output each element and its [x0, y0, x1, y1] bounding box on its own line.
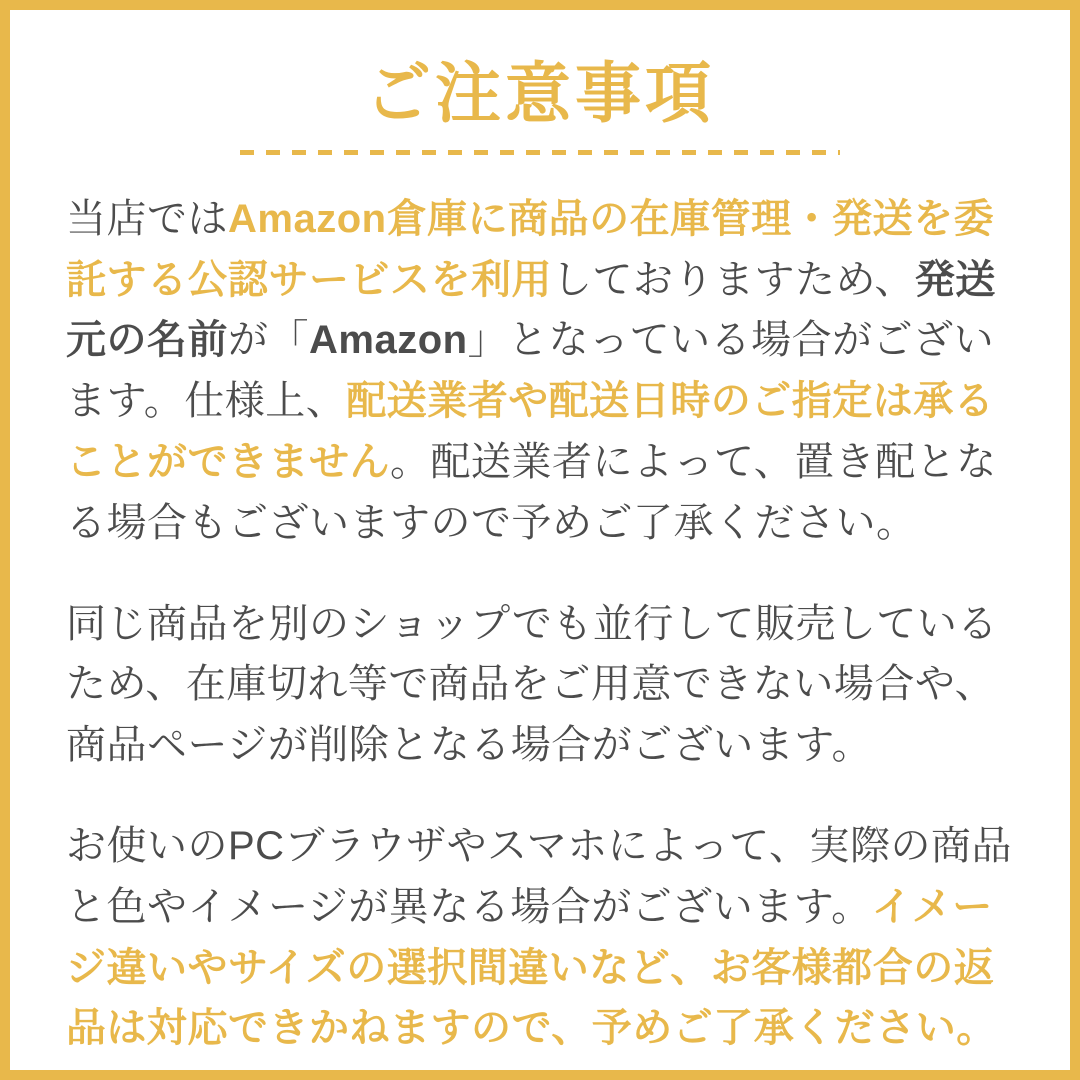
text-run: 」となっている場合がございます。仕様上、 [66, 318, 995, 424]
notice-body [60, 189, 1020, 1059]
text-run: Amazon [309, 318, 468, 363]
text-run: 同じ商品を別のショップでも並行して販売しているため、在庫切れ等で商品をご用意できない場合や、商品ページが削除となる場合がございます。 [66, 601, 998, 768]
text-run: 発送元の名前 [66, 257, 996, 363]
text-run: が「 [228, 318, 309, 363]
text-run: しておりますため、 [552, 257, 915, 302]
text-run: お使いのPCブラウザやスマホによって、実際の商品と色やイメージが異なる場合がございます。 [66, 824, 1012, 929]
text-run: 配送業者や配送日時のご指定は承ることができません [66, 379, 995, 485]
text-run: 。配送業者によって、置き配となる場合もございますので予めご了承ください。 [66, 440, 997, 545]
text-run: 当店では [66, 196, 228, 241]
text-run: Amazon倉庫に商品の在庫管理・発送を委託する公認サービスを利用 [66, 196, 995, 302]
title-divider [240, 150, 840, 155]
paragraph-shipping-notice [66, 189, 1014, 554]
paragraph-stock-notice [66, 594, 1014, 776]
paragraph-color-notice [66, 816, 1014, 1059]
text-run: イメージ違いやサイズの選択間違いなど、お客様都合の返品は対応できかねますので、予めご了承ください。 [66, 884, 997, 1051]
page-title: ご注意事項 [365, 56, 715, 130]
